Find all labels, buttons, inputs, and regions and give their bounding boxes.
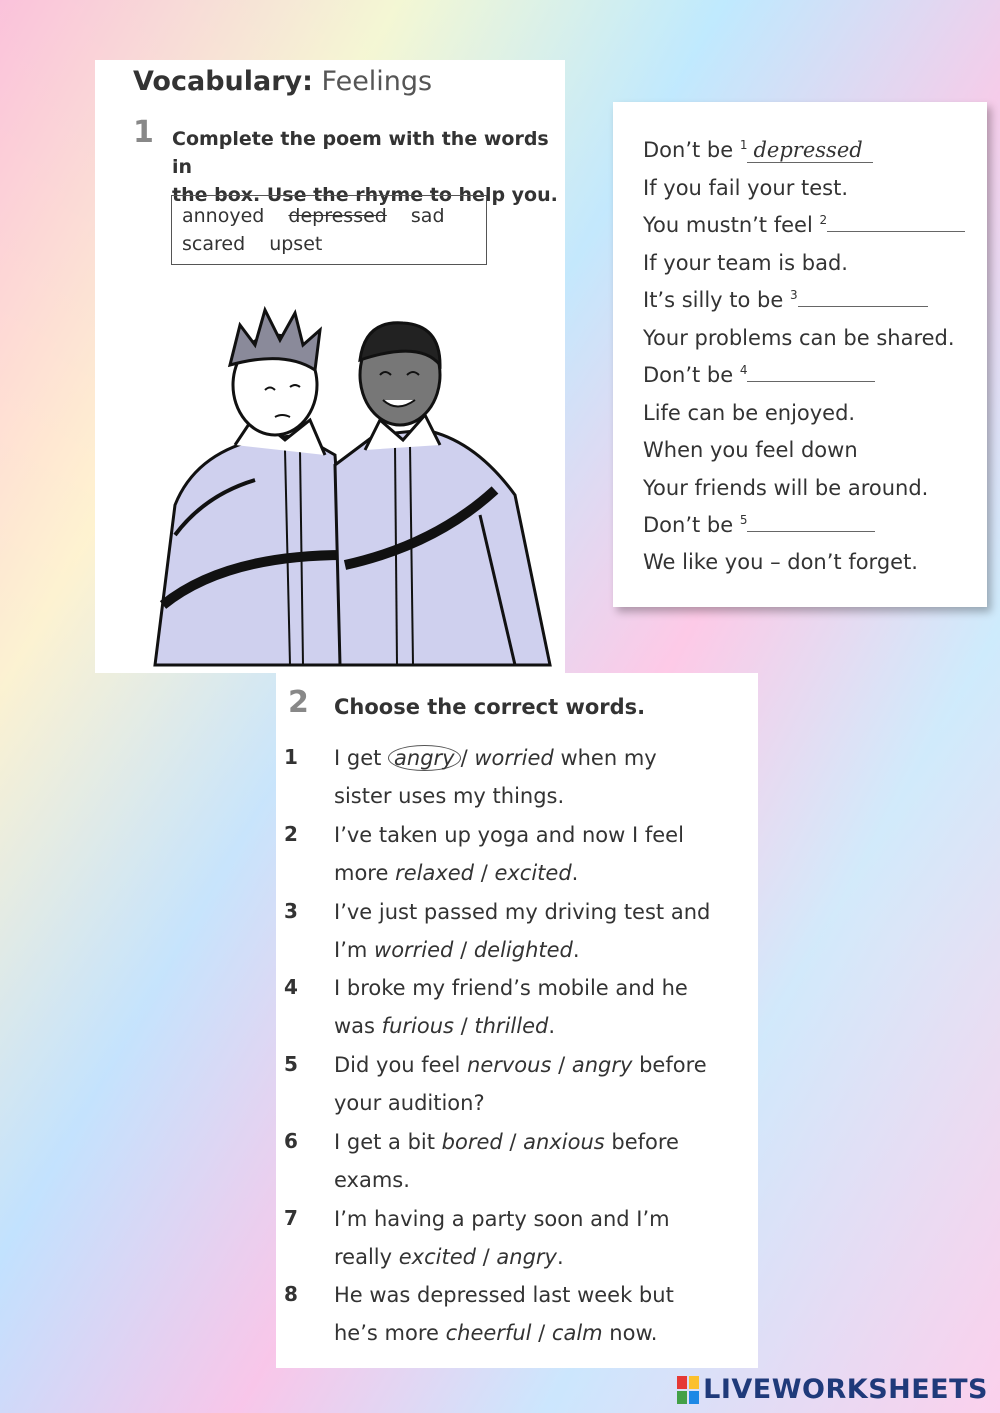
word-depressed: depressed: [288, 205, 387, 227]
liveworksheets-logo: [677, 1374, 988, 1405]
poem-line-2: If you fail your test.: [643, 176, 849, 200]
question-number: 1: [284, 745, 298, 769]
option-calm[interactable]: calm: [551, 1321, 603, 1345]
poem-line-3: You mustn’t feel $^2$: [643, 213, 965, 237]
exercise-2-instruction: Choose the correct words.: [334, 695, 646, 719]
question-number: 3: [284, 899, 298, 923]
word-box: [171, 195, 487, 265]
question-number: 8: [284, 1282, 298, 1306]
logo-icon: [677, 1376, 699, 1404]
section-title: [133, 66, 432, 97]
answer-blank-4[interactable]: [747, 363, 875, 382]
option-furious[interactable]: furious: [381, 1014, 454, 1038]
two-boys-illustration: [135, 305, 555, 667]
option-delighted[interactable]: delighted: [473, 938, 573, 962]
poem-line-11: Don’t be $^5$: [643, 513, 875, 537]
poem-line-1: Don’t be $^1$ depressed: [643, 138, 873, 163]
option-excited[interactable]: excited: [398, 1245, 476, 1269]
question-number: 7: [284, 1206, 298, 1230]
question-number: 4: [284, 975, 298, 999]
title-bold: Vocabulary:: [133, 66, 313, 97]
blank-number-4: 4: [739, 363, 748, 377]
poem-line-4: If your team is bad.: [643, 251, 848, 275]
question-number: 5: [284, 1052, 298, 1076]
option-angry-selected[interactable]: angry: [388, 745, 461, 771]
word-annoyed: annoyed: [182, 205, 265, 227]
title-light: Feelings: [321, 66, 433, 97]
logo-text: LIVEWORKSHEETS: [703, 1374, 988, 1405]
poem-line-12: We like you – don’t forget.: [643, 550, 918, 574]
exercise-2-number: 2: [288, 685, 309, 720]
blank-number-5: 5: [739, 513, 748, 527]
answer-blank-5[interactable]: [747, 513, 875, 532]
poem-panel: [613, 102, 987, 607]
answer-blank-3[interactable]: [798, 288, 928, 307]
blank-number-1: 1: [739, 138, 748, 152]
vocabulary-panel: [95, 60, 565, 673]
poem-line-7: Don’t be $^4$: [643, 363, 875, 387]
answer-blank-1[interactable]: depressed: [747, 138, 872, 163]
poem-line-6: Your problems can be shared.: [643, 326, 955, 350]
option-relaxed[interactable]: relaxed: [395, 861, 475, 885]
choose-words-panel: 2 Choose the correct words. 1 I get angry / worried when my sister uses my things. 2 I’ve taken up yoga and now I feel more relaxed / excited. 3 I’ve just passed my driving test and I’m worried / delighted. 4 I broke my friend’s mobile and he was furious / thrilled. 5 Did you feel nervous / angry before your audition? 6 I get a bit bored / anxious before exams. 7 I’m having a party soon and I’m really excited / angry. 8 He was depressed last week but he’s more cheerful / calm now.: [276, 673, 758, 1368]
question-number: 6: [284, 1129, 298, 1153]
word-sad: sad: [410, 205, 445, 227]
poem-line-9: When you feel down: [643, 438, 858, 462]
instruction-line-1: Complete the poem with the words in: [172, 128, 549, 178]
poem-line-8: Life can be enjoyed.: [643, 401, 856, 425]
word-scared: scared: [182, 233, 246, 255]
instruction-line-2: the box. Use the rhyme to help you.: [172, 184, 558, 206]
option-angry[interactable]: angry: [496, 1245, 557, 1269]
option-anxious[interactable]: anxious: [523, 1130, 605, 1154]
question-number: 2: [284, 822, 298, 846]
blank-number-2: 2: [819, 213, 828, 227]
answer-blank-2[interactable]: [827, 213, 965, 232]
option-angry[interactable]: angry: [571, 1053, 633, 1077]
word-upset: upset: [269, 233, 323, 255]
option-nervous[interactable]: nervous: [467, 1053, 552, 1077]
option-excited[interactable]: excited: [494, 861, 572, 885]
option-bored[interactable]: bored: [441, 1130, 503, 1154]
option-thrilled[interactable]: thrilled: [474, 1014, 549, 1038]
exercise-1-number: 1: [133, 115, 154, 150]
option-cheerful[interactable]: cheerful: [445, 1321, 532, 1345]
poem-line-10: Your friends will be around.: [643, 476, 929, 500]
option-worried[interactable]: worried: [374, 938, 454, 962]
blank-number-3: 3: [789, 288, 798, 302]
poem-line-5: It’s silly to be $^3$: [643, 288, 928, 312]
option-worried[interactable]: worried: [474, 746, 554, 770]
